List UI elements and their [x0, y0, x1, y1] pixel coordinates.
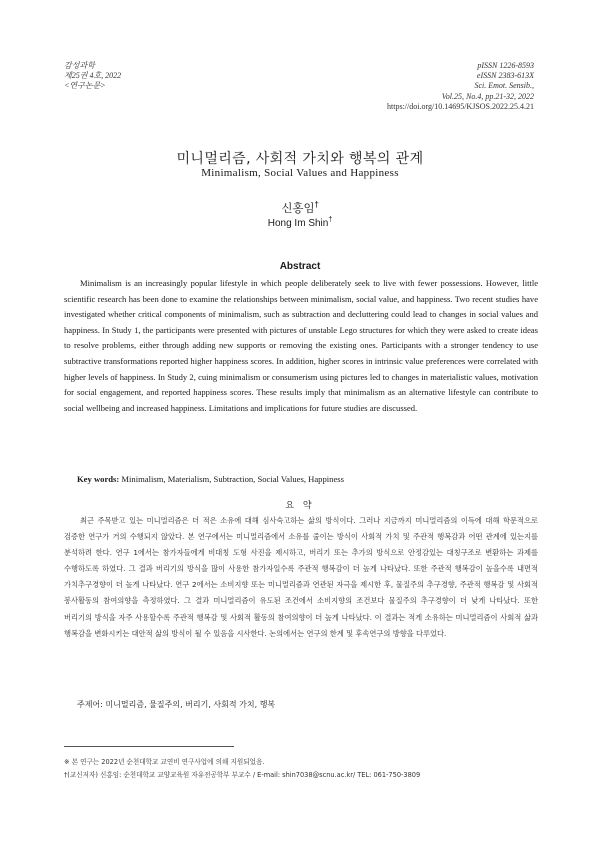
author-name-en: Hong Im Shin: [267, 218, 329, 229]
title-english: Minimalism, Social Values and Happiness: [201, 167, 399, 179]
footnote-mark: †: [64, 771, 68, 779]
korean-abstract-heading: 요 약: [285, 501, 315, 511]
keywords-list: Minimalism, Materialism, Subtraction, Social Values, Happiness: [121, 474, 344, 484]
keywords-korean: [77, 699, 537, 710]
header-right: [387, 61, 534, 112]
keywords-label: Key words:: [77, 474, 120, 484]
footnote-divider: [64, 746, 234, 747]
eissn: eISSN 2383-613X: [476, 71, 534, 81]
pissn: pISSN 1226-8593: [477, 61, 534, 70]
footnote-corresponding: [64, 769, 540, 779]
article-type: <연구논문>: [64, 81, 106, 91]
author-english: [0, 218, 600, 229]
author-korean: [0, 200, 600, 216]
keywords: [77, 474, 537, 484]
title-korean: 미니멀리즘, 사회적 가치와 행복의 관계: [176, 151, 424, 167]
journal-abbrev: Sci. Emot. Sensib.,: [474, 81, 534, 91]
author-mark-ko: †: [314, 200, 319, 210]
korean-abstract-text: 최근 주목받고 있는 미니멀리즘은 더 적은 소유에 대해 심사숙고하는 삶의 방식이다. 그러나 지금까지 미니멀리즘의 이득에 대해 학문적으로 검증한 연구가 거의 수행되지 않았다. 본 연구에서는 미니멀리즘에서 소유를 줄이는 방식이 사회적 가치 및 주관적 행복감과 어떤 관계에 있는지를 분석하려 한다. 연구 1에서는 참가자들에게 비대칭 도형 사진을 제시하고, 버리기 또는 추가의 방식으로 안정감있는 대칭구조로 변환하는 과제를 수행하도록 하였다. 그 결과 버리기의 방식을 많이 사용한 참가자일수록 주관적 행복감이 더 높게 나타났다. 또한 주관적 행복감이 높을수록 내면적 가치추구경향이 더 높게 나타났다. 연구 2에서는 소비지향 또는 미니멀리즘과 연관된 자극을 제시한 후, 물질주의 추구경향, 주관적 행복감 및 사회적 봉사활동의 참여의향을 측정하였다. 그 결과 미니멀리즘이 유도된 조건에서 소비지향의 조건보다 물질주의 추구경향이 더 낮게 나타났다. 또한 버리기의 방식을 자주 사용할수록 주관적 행복감 및 사회적 활동의 참여의향이 더 높게 나타났다. 이 결과는 적게 소유하는 미니멀리즘이 사회적 삶과 행복감을 변화시키는 대안적 삶의 방식이 될 수 있음을 시사한다. 논의에서는 연구의 한계 및 후속연구의 방향을 다루었다.: [64, 516, 538, 638]
author-name-ko: 신홍임: [281, 201, 315, 215]
keywords-ko-label: 주제어:: [77, 700, 103, 709]
keywords-ko-list: 미니멀리즘, 물질주의, 버리기, 사회적 가치, 행복: [105, 700, 276, 709]
journal-volume-ko: 제25권 4호, 2022: [64, 71, 122, 81]
author-mark-en: †: [328, 216, 333, 224]
footnote-funding: ※ 본 연구는 2022년 순천대학교 교연비 연구사업에 의해 지원되었음.: [64, 758, 265, 766]
footnote-corresponding-text: (교신저자) 신홍임: 순천대학교 교양교육원 자유전공학부 부교수 / E-mail: shin7038@scnu.ac.kr/ TEL: 061-750-3809: [67, 771, 421, 779]
abstract-text: Minimalism is an increasingly popular lifestyle in which people deliberately seek to live with fewer possessions. However, little scientific research has been done to examine the relationships between minimalism, social value, and happiness. Two recent studies have investigated whether critical components of minimalism, such as subtraction and decluttering could lead to changes in social values and happiness. In Study 1, the participants were presented with pictures of unstable Lego structures for which they were asked to create ideas to resolve problems, either through adding new supports or removing the existing ones. Participants with a stronger tendency to use subtractive transformations reported higher happiness scores. In addition, higher scores in intrinsic value preferences were correlated with higher levels of happiness. In Study 2, cuing minimalism or consumerism using pictures led to changes in materialistic values, motivation for social engagement, and reported happiness scores. These results imply that minimalism as an alternative lifestyle can contribute to social wellbeing and increased happiness. Limitations and implications for future studies are discussed.: [64, 278, 538, 413]
abstract-heading: Abstract: [279, 261, 321, 272]
header-left: [64, 61, 121, 92]
volume-pages: Vol.25, No.4, pp.21-32, 2022: [441, 91, 534, 101]
journal-name-ko: 감성과학: [64, 61, 95, 70]
doi-link[interactable]: https://doi.org/10.14695/KJSOS.2022.25.4.21: [387, 101, 534, 111]
